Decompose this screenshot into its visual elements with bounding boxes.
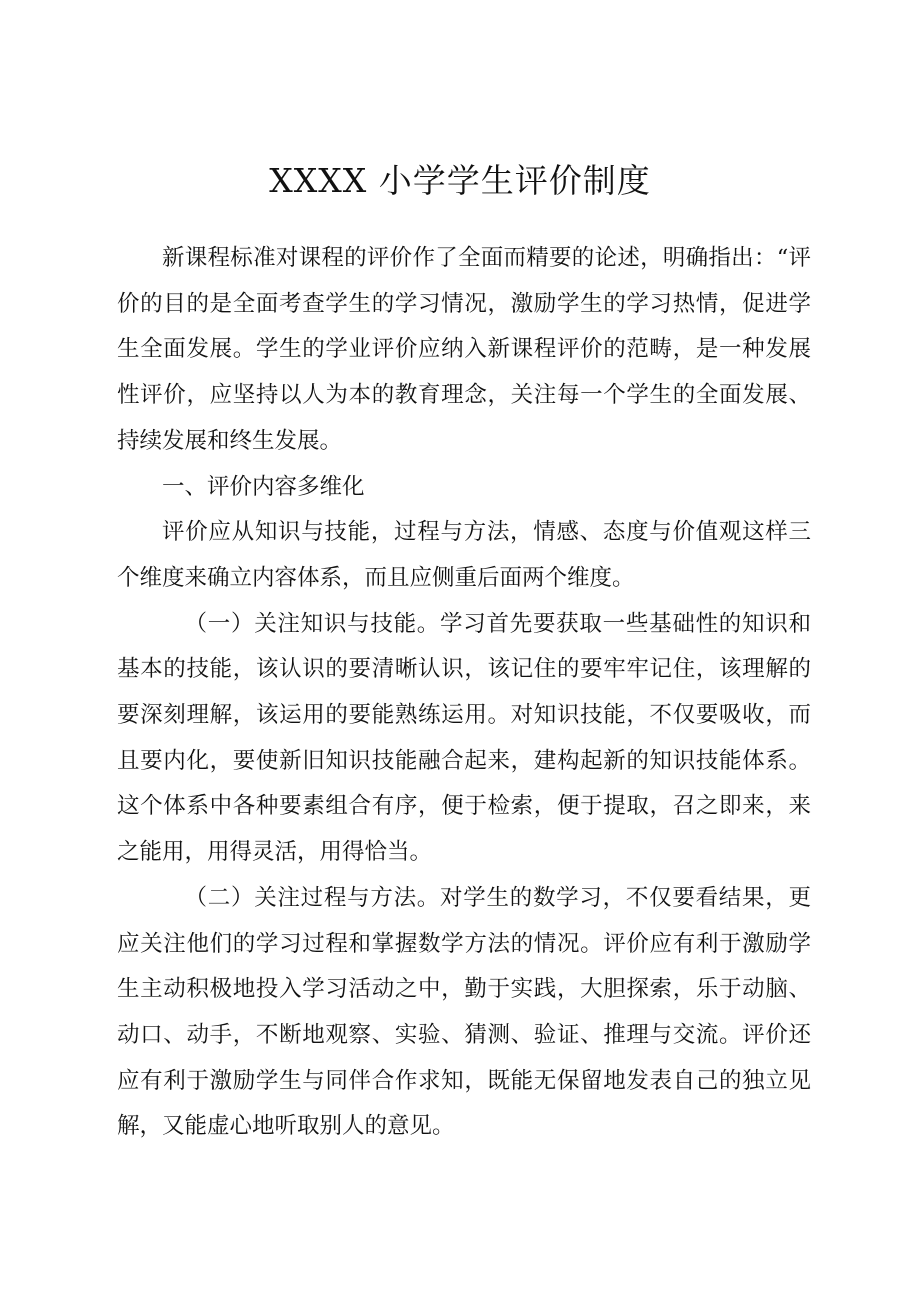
knowledge-skills-paragraph: （一）关注知识与技能。学习首先要获取一些基础性的知识和基本的技能，该认识的要清晰认识，该记住的要牢牢记住，该理解的要深刻理解，该运用的要能熟练运用。对知识技能，不仅要吸收，而且要内化，要使新旧知识技能融合起来，建构起新的知识技能体系。这个体系中各种要素组合有序，便于检索，便于提取，召之即来，来之能用，用得灵活，用得恰当。	[117, 610, 811, 866]
document-title: XXXX 小学学生评价制度	[269, 161, 651, 200]
section-heading: 一、评价内容多维化	[162, 473, 365, 500]
section-intro-paragraph: 评价应从知识与技能，过程与方法，情感、态度与价值观这样三个维度来确立内容体系，而且应侧重后面两个维度。	[117, 519, 811, 591]
document-body	[117, 236, 811, 1150]
process-methods-paragraph: （二）关注过程与方法。对学生的数学习，不仅要看结果，更应关注他们的学习过程和掌握数学方法的情况。评价应有利于激励学生主动积极地投入学习活动之中，勤于实践，大胆探索，乐于动脑、动口、动手，不断地观察、实验、猜测、验证、推理与交流。评价还应有利于激励学生与同伴合作求知，既能无保留地发表自己的独立见解，又能虚心地听取别人的意见。	[117, 884, 811, 1140]
intro-paragraph: 新课程标准对课程的评价作了全面而精要的论述，明确指出：“评价的目的是全面考查学生的学习情况，激励学生的学习热情，促进学生全面发展。学生的学业评价应纳入新课程评价的范畴，是一种发展性评价，应坚持以人为本的教育理念，关注每一个学生的全面发展、持续发展和终生发展。	[117, 245, 811, 454]
